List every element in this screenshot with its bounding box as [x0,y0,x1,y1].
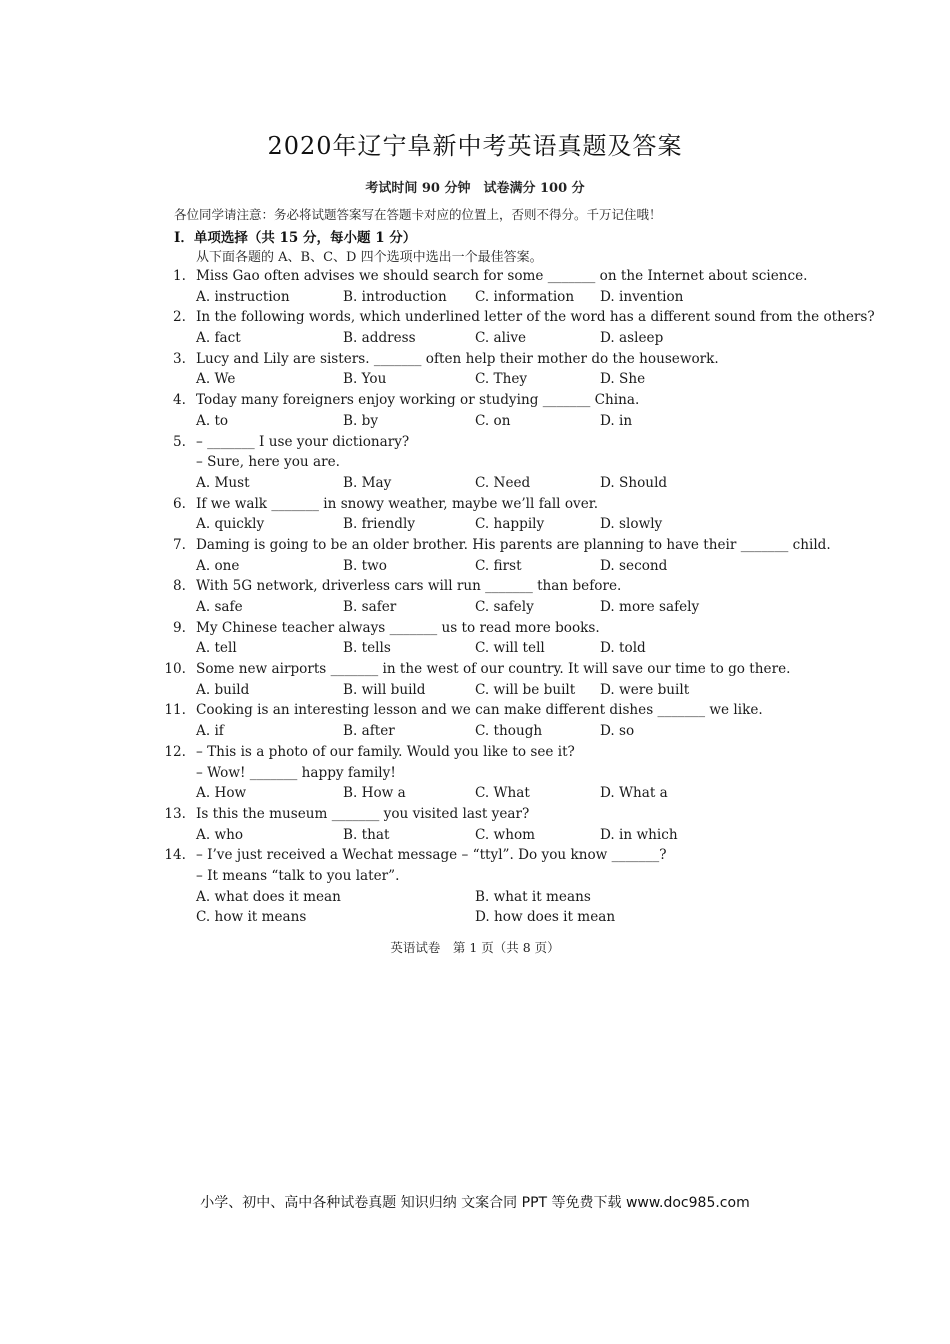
question-stem-line [0,432,950,453]
question-stem-line [0,535,950,556]
notice-text: 各位同学请注意：务必将试题答案写在答题卡对应的位置上，否则不得分。千万记住哦！ [174,207,662,222]
question-11 [0,700,950,741]
option-a: A. tell [196,640,237,657]
option-b: B. two [343,557,387,574]
option-b: B. after [343,723,395,740]
option-c: C. how it means [196,909,307,926]
option-a: A. quickly [196,516,265,533]
option-d: D. in which [600,826,678,843]
question-stem-text: Miss Gao often advises we should search for some _______ on the Internet about science. [196,268,808,284]
option-a: A. what does it mean [196,888,341,905]
question-10 [0,659,950,700]
option-a: A. instruction [196,288,290,305]
question-stem-text: – Wow! _______ happy family! [196,764,396,781]
option-d: D. asleep [600,330,664,347]
options-row [0,287,950,308]
option-b: B. by [343,412,379,429]
page-number: 英语试卷 第 1 页（共 8 页） [390,940,560,955]
question-stem-text: In the following words, which underlined letter of the word has a different sound from the others? [196,309,875,326]
question-number: 10. [164,661,186,678]
option-c: C. happily [475,516,545,533]
option-a: A. one [196,557,240,574]
option-d: D. more safely [600,599,700,615]
option-d: D. told [600,640,646,657]
option-a: A. build [196,681,250,698]
option-c: C. safely [475,599,534,615]
question-number: 8. [173,578,186,595]
download-banner[interactable]: 小学、初中、高中各种试卷真题 知识归纳 文案合同 PPT 等免费下载 www.doc985.com [200,1195,750,1211]
question-stem-text: – _______ I use your dictionary? [196,433,410,450]
question-12 [0,742,950,804]
question-stem-text: – It means “talk to you later”. [196,867,400,884]
option-c: C. will be built [475,681,576,698]
question-number: 14. [164,847,186,864]
option-d: D. in [600,412,633,429]
option-d: D. What a [600,785,668,802]
option-d: D. She [600,371,646,388]
question-stem-text: – This is a photo of our family. Would you like to see it? [196,743,575,760]
options-row [0,597,950,618]
question-1 [0,266,950,307]
question-stem-line [0,742,950,763]
option-c: C. first [475,557,522,574]
option-a: A. We [196,371,236,388]
option-b: B. You [343,371,387,388]
option-a: A. How [196,785,247,802]
option-b: B. will build [343,681,426,698]
option-c: C. Need [475,474,531,491]
question-stem-line [0,659,950,680]
question-number: 9. [173,619,186,636]
question-stem-line [0,266,950,287]
options-row [0,638,950,659]
option-a: A. if [196,723,224,740]
question-number: 13. [164,805,186,822]
option-b: B. introduction [343,288,447,305]
options-row [0,721,950,742]
question-14 [0,845,950,928]
option-d: D. how does it mean [475,909,616,926]
question-stem-line [0,804,950,825]
question-number: 4. [173,392,186,409]
option-c: C. though [475,723,543,740]
option-d: D. so [600,723,635,740]
options-row [0,328,950,349]
question-9 [0,618,950,659]
question-4 [0,390,950,431]
question-number: 1. [173,268,186,284]
question-7 [0,535,950,576]
option-d: D. Should [600,474,668,491]
options-row [0,473,950,494]
option-b: B. How a [343,785,406,802]
option-a: A. to [196,412,229,429]
question-stem-line [0,576,950,597]
question-list [0,266,950,928]
question-number: 12. [164,743,186,760]
options-row [0,680,950,701]
question-stem-text: Daming is going to be an older brother. His parents are planning to have their _______ child. [196,536,831,553]
question-number: 6. [173,495,186,512]
question-6 [0,494,950,535]
option-b: B. what it means [475,888,591,905]
question-stem-text: Today many foreigners enjoy working or studying _______ China. [196,392,640,409]
option-d: D. slowly [600,516,663,533]
question-stem-line [0,452,950,473]
question-number: 2. [173,309,186,326]
section-heading: Ⅰ．单项选择（共 15 分，每小题 1 分） [174,230,417,246]
option-a: A. fact [196,330,241,347]
question-stem-text: – I’ve just received a Wechat message – “ttyl”. Do you know _______? [196,847,667,864]
question-stem-line [0,349,950,370]
section-directions: 从下面各题的 A、B、C、D 四个选项中选出一个最佳答案。 [196,250,543,265]
question-number: 7. [173,536,186,553]
question-stem-line [0,307,950,328]
question-13 [0,804,950,845]
option-a: A. Must [196,474,250,491]
option-c: C. will tell [475,640,545,657]
question-stem-line [0,494,950,515]
option-b: B. that [343,826,390,843]
question-stem-text: – Sure, here you are. [196,454,340,471]
question-stem-line [0,390,950,411]
options-row [0,514,950,535]
option-c: C. They [475,371,528,388]
option-c: C. whom [475,826,536,843]
question-stem-line [0,700,950,721]
options-row [0,907,950,928]
option-c: C. information [475,288,575,305]
question-number: 5. [173,433,186,450]
options-row [0,825,950,846]
option-b: B. May [343,474,392,491]
question-2 [0,307,950,348]
option-b: B. friendly [343,516,416,533]
question-stem-text: Some new airports _______ in the west of our country. It will save our time to go there. [196,661,791,678]
options-row [0,887,950,908]
question-stem-text: Cooking is an interesting lesson and we can make different dishes _______ we like. [196,702,763,719]
question-stem-text: My Chinese teacher always _______ us to read more books. [196,619,600,636]
question-stem-text: Is this the museum _______ you visited last year? [196,805,530,822]
options-row [0,556,950,577]
option-b: B. safer [343,599,397,615]
question-8 [0,576,950,617]
options-row [0,411,950,432]
option-c: C. alive [475,330,527,347]
option-d: D. second [600,557,668,574]
question-stem-text: If we walk _______ in snowy weather, maybe we’ll fall over. [196,495,599,512]
question-stem-line [0,866,950,887]
option-a: A. who [196,826,244,843]
question-3 [0,349,950,390]
option-d: D. were built [600,681,690,698]
question-5 [0,432,950,494]
options-row [0,783,950,804]
option-c: C. on [475,412,511,429]
option-a: A. safe [196,599,243,615]
option-b: B. address [343,330,416,347]
option-b: B. tells [343,640,391,657]
question-number: 11. [164,702,186,719]
question-stem-text: With 5G network, driverless cars will run _______ than before. [196,578,622,595]
question-stem-line [0,845,950,866]
option-c: C. What [475,785,530,802]
exam-info: 考试时间 90 分钟 试卷满分 100 分 [365,181,585,196]
page-title: 2020年辽宁阜新中考英语真题及答案 [267,132,683,160]
option-d: D. invention [600,288,684,305]
question-number: 3. [173,350,186,367]
question-stem-text: Lucy and Lily are sisters. _______ often help their mother do the housework. [196,350,719,367]
options-row [0,369,950,390]
question-stem-line [0,618,950,639]
question-stem-line [0,763,950,784]
